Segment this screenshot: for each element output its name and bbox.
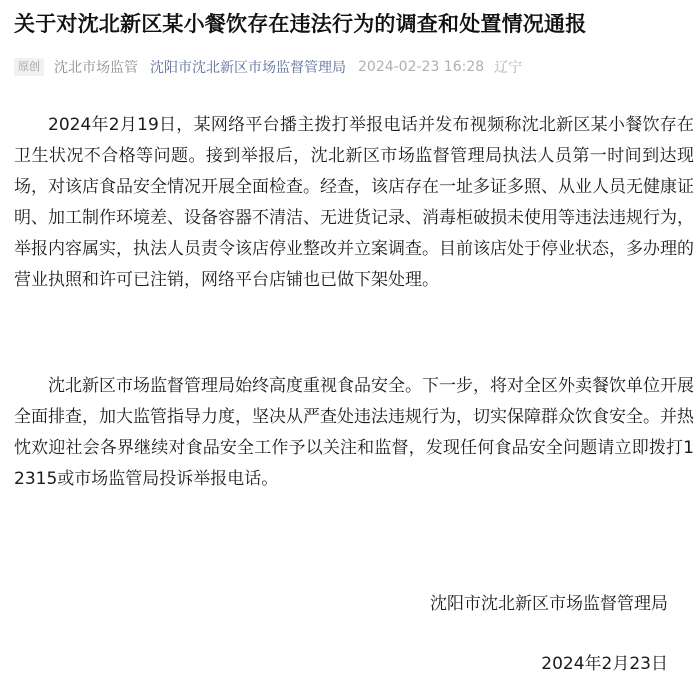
signature: 沈阳市沈北新区市场监督管理局 (430, 594, 668, 614)
article-meta (14, 57, 532, 77)
source-name: 沈北市场监管 (54, 60, 138, 76)
paragraph-2: 沈北新区市场监督管理局始终高度重视食品安全。下一步，将对全区外卖餐饮单位开展全面排查，加大监管指导力度，坚决从严查处违法违规行为，切实保障群众饮食安全。并热忱欢迎社会各界继续对食品安全工作予以关注和监督，发现任何食品安全问题请立即拨打12315或市场监管局投诉举报电话。 (14, 376, 694, 489)
publish-location: 辽宁 (494, 60, 523, 76)
article-title: 关于对沈北新区某小餐饮存在违法行为的调查和处置情况通报 (14, 12, 587, 36)
original-badge: 原创 (14, 58, 44, 76)
signature-date: 2024年2月23日 (541, 654, 668, 674)
paragraph-1: 2024年2月19日，某网络平台播主拨打举报电话并发布视频称沈北新区某小餐饮存在卫生状况不合格等问题。接到举报后，沈北新区市场监督管理局执法人员第一时间到达现场，对该店食品安全情况开展全面检查。经查，该店存在一址多证多照、从业人员无健康证明、加工制作环境差、设备容器不清洁、无进货记录、消毒柜破损未使用等违法违规行为，举报内容属实，执法人员责令该店停业整改并立案调查。目前该店处于停业状态，多办理的营业执照和许可已注销，网络平台店铺也已做下架处理。 (14, 115, 694, 290)
publish-time: 2024-02-23 16:28 (358, 59, 485, 75)
account-link[interactable]: 沈阳市沈北新区市场监督管理局 (150, 60, 346, 76)
